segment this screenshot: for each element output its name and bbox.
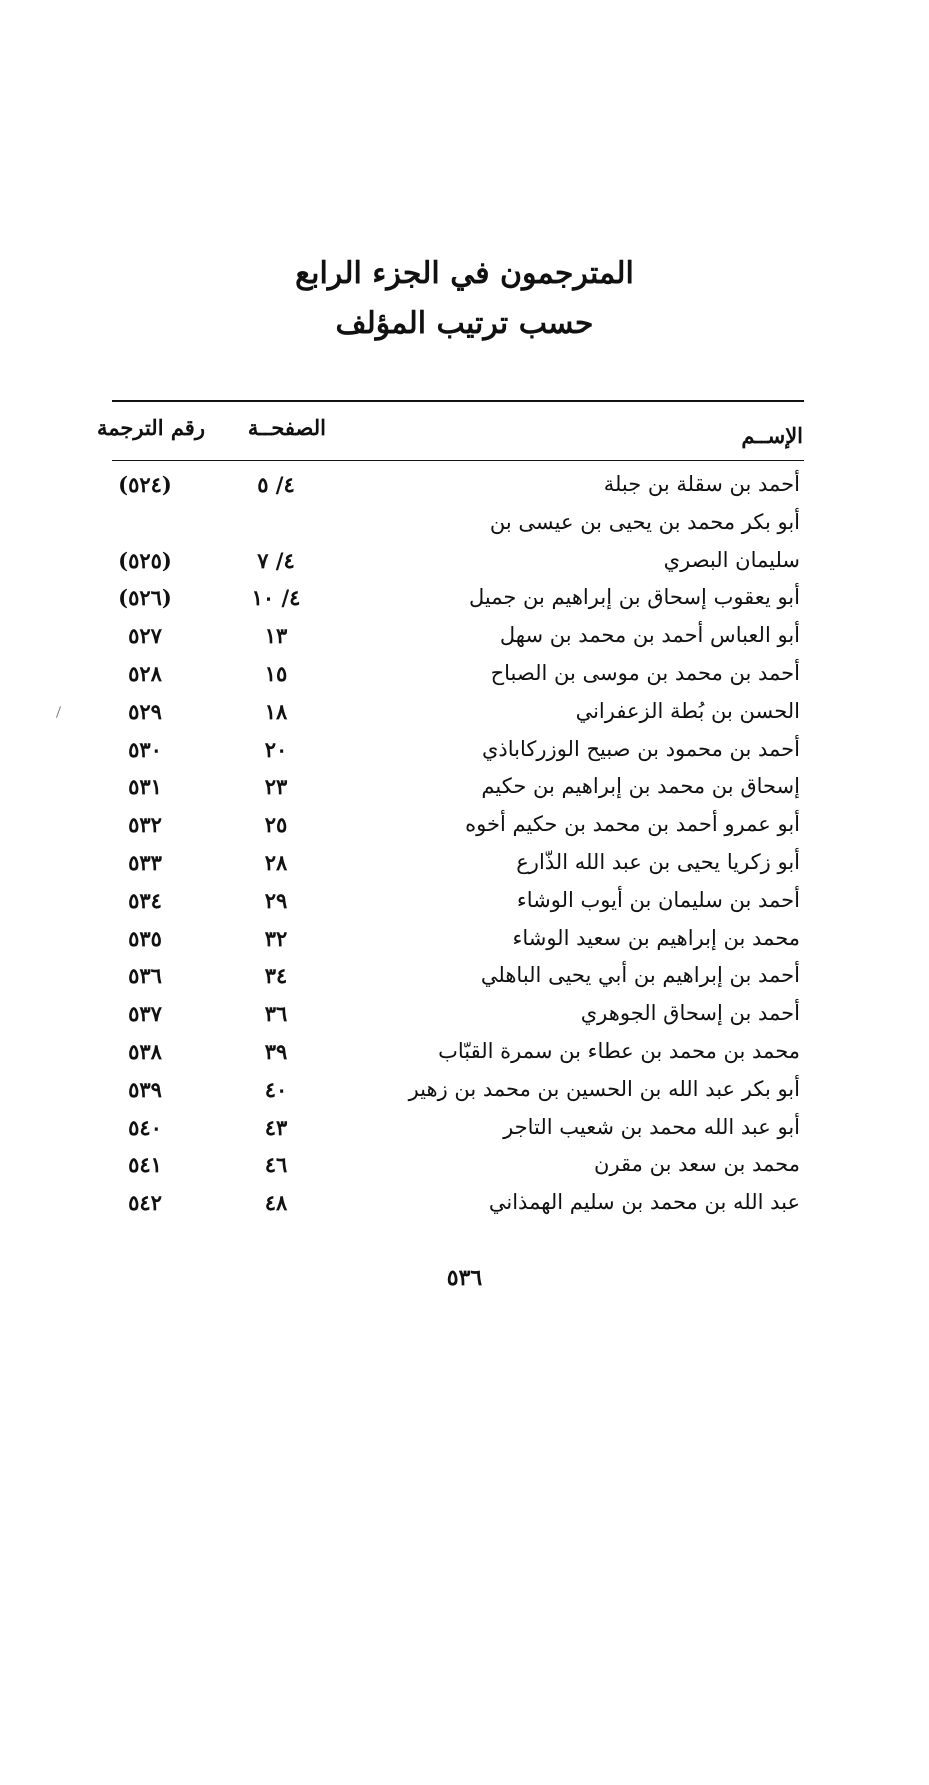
row-page: ٣٩ (264, 1038, 288, 1064)
row-page: ١٨ (264, 698, 288, 724)
row-name: أبو زكريا يحيى بن عبد الله الذّارع (516, 849, 800, 874)
table-header-rule (112, 460, 804, 461)
row-number: (٥٢٦) (118, 585, 172, 611)
row-page (236, 504, 316, 542)
table-row (112, 1146, 804, 1184)
row-name: سليمان البصري (663, 547, 800, 572)
row-name: أحمد بن محمود بن صبيح الوزركاباذي (481, 736, 800, 761)
table-row (112, 806, 804, 844)
row-page: ٤٦ (264, 1152, 288, 1178)
table-row (112, 693, 804, 731)
table-row (112, 882, 804, 920)
row-name: محمد بن إبراهيم بن سعيد الوشاء (512, 925, 800, 950)
page-title: المترجمون في الجزء الرابع (295, 256, 634, 291)
row-name: عبد الله بن محمد بن سليم الهمذاني (488, 1190, 800, 1215)
row-name: أحمد بن إسحاق الجوهري (580, 1001, 800, 1026)
table-row (112, 844, 804, 882)
table-row (112, 1033, 804, 1071)
row-name: أبو عبد الله محمد بن شعيب التاجر (503, 1114, 800, 1139)
row-page: ٣٦ (264, 1001, 288, 1027)
index-table (112, 466, 804, 1222)
row-number: ٥٢٩ (128, 698, 162, 724)
row-page: ٤٣ (264, 1114, 288, 1140)
table-row (112, 957, 804, 995)
page-number: ٥٣٦ (446, 1265, 483, 1291)
table-row (112, 920, 804, 958)
table-row (112, 504, 804, 542)
row-page: ٤/ ١٠ (251, 585, 301, 611)
table-row (112, 1109, 804, 1147)
row-name: أحمد بن محمد بن موسى بن الصباح (490, 660, 800, 685)
row-name: أحمد بن إبراهيم بن أبي يحيى الباهلي (480, 963, 800, 988)
row-name: محمد بن سعد بن مقرن (594, 1152, 800, 1177)
row-number: ٥٢٨ (128, 660, 162, 686)
row-number (112, 504, 178, 542)
row-page: ٢٠ (264, 736, 288, 762)
row-name: أحمد بن سقلة بن جبلة (603, 472, 800, 496)
row-number: ٥٣٠ (128, 736, 162, 762)
row-page: ٤٨ (264, 1190, 288, 1216)
row-page: ٣٤ (264, 963, 288, 989)
row-name: أبو عمرو أحمد بن محمد بن حكيم أخوه (465, 812, 800, 837)
row-page: ٣٢ (264, 925, 288, 951)
row-name: محمد بن محمد بن عطاء بن سمرة القبّاب (438, 1038, 800, 1063)
margin-mark (56, 706, 61, 718)
row-number: ٥٤٠ (128, 1114, 162, 1140)
table-top-rule (112, 400, 804, 402)
row-page: ١٥ (264, 660, 288, 686)
row-number: ٥٣٣ (128, 849, 162, 875)
row-number: ٥٣٤ (128, 887, 162, 913)
row-number: ٥٢٧ (128, 623, 162, 649)
row-number: (٥٢٤) (118, 472, 172, 497)
table-row (112, 1071, 804, 1109)
table-row (112, 579, 804, 617)
row-page: ١٣ (264, 623, 288, 649)
row-number: ٥٣٨ (128, 1038, 162, 1064)
row-number: ٥٣٥ (128, 925, 162, 951)
table-row (112, 655, 804, 693)
row-name: أبو بكر محمد بن يحيى بن عيسى بن (489, 509, 800, 534)
table-row (112, 995, 804, 1033)
row-number: ٥٣٧ (128, 1001, 162, 1027)
table-row (112, 731, 804, 769)
row-page: ٢٣ (264, 774, 288, 800)
table-row (112, 542, 804, 580)
row-number: (٥٢٥) (118, 547, 172, 573)
row-number: ٥٣٢ (128, 812, 162, 838)
table-row (112, 768, 804, 806)
table-row (112, 1184, 804, 1222)
row-number: ٥٣١ (128, 774, 162, 800)
row-name: أحمد بن سليمان بن أيوب الوشاء (516, 887, 800, 912)
row-page: ٤٠ (264, 1076, 288, 1102)
row-page: ٤/ ٧ (257, 547, 295, 573)
page-subtitle: حسب ترتيب المؤلف (335, 306, 594, 341)
row-name: إسحاق بن محمد بن إبراهيم بن حكيم (481, 774, 800, 799)
header-name: الإســم (741, 423, 803, 448)
row-page: ٤/ ٥ (257, 472, 295, 497)
row-number: ٥٤٢ (128, 1190, 162, 1216)
row-number: ٥٣٦ (128, 963, 162, 989)
header-number: رقم الترجمة (96, 415, 205, 440)
row-name: الحسن بن بُطة الزعفراني (575, 698, 800, 723)
row-page: ٢٩ (264, 887, 288, 913)
header-page: الصفحــة (247, 415, 326, 440)
row-number: ٥٣٩ (128, 1076, 162, 1102)
row-page: ٢٨ (264, 849, 288, 875)
row-number: ٥٤١ (128, 1152, 162, 1178)
row-page: ٢٥ (264, 812, 288, 838)
row-name: أبو العباس أحمد بن محمد بن سهل (499, 623, 800, 648)
row-name: أبو يعقوب إسحاق بن إبراهيم بن جميل (469, 585, 800, 610)
table-row (112, 466, 804, 504)
row-name: أبو بكر عبد الله بن الحسين بن محمد بن زهير (408, 1076, 800, 1101)
table-row (112, 617, 804, 655)
